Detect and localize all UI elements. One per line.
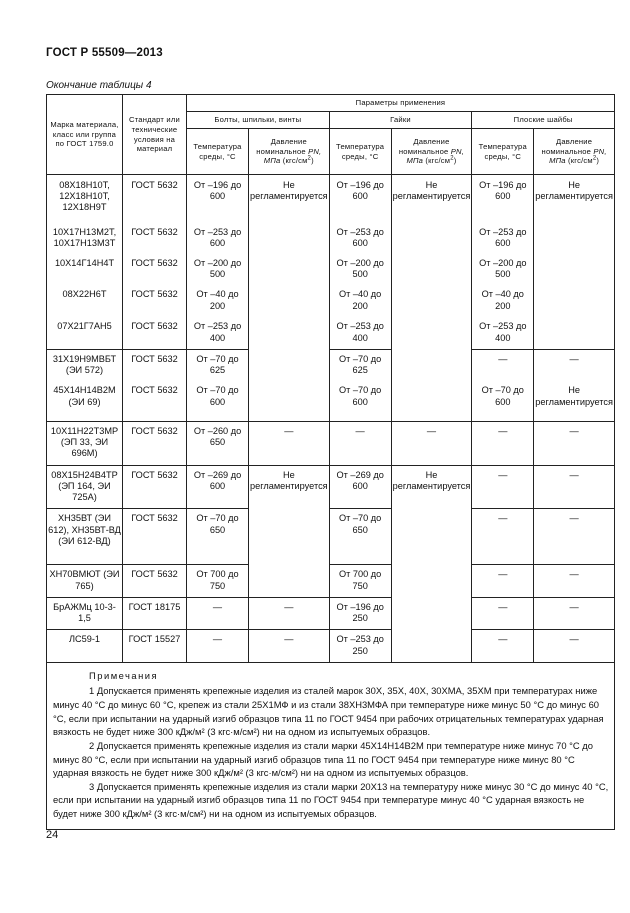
cell-nut-temp: —	[329, 421, 391, 465]
cell-standard: ГОСТ 15527	[123, 630, 187, 662]
table-row	[47, 175, 615, 223]
header-washers-temp: Температура среды, °С	[472, 129, 534, 175]
table-row	[47, 223, 615, 254]
cell-standard: ГОСТ 5632	[123, 223, 187, 254]
table-row	[47, 285, 615, 317]
table-row	[47, 597, 615, 629]
cell-bolt-pressure: —	[249, 597, 330, 629]
cell-nut-temp: От –70 до 650	[329, 509, 391, 565]
header-nuts: Гайки	[329, 112, 472, 129]
cell-washer-pressure: —	[534, 349, 615, 381]
table-row	[47, 254, 615, 285]
cell-washer-pressure: —	[534, 630, 615, 662]
materials-table	[46, 94, 615, 830]
cell-bolt-temp: —	[187, 630, 249, 662]
cell-bolt-temp: От –70 до 600	[187, 381, 249, 421]
note-2: 2 Допускается применять крепежные изделия из стали марки 45Х14Н14В2М при температуре ниже минус 70 °С до минус 80 °С, если при испытании на ударный изгиб образцов типа 11 по ГОСТ 9454 при температуре ниже минус 80 °С ударная вязкость не будет ниже 300 кДж/м² (3 кгс·м/см²) ни на одном из испытуемых образцов.	[53, 739, 593, 779]
cell-bolt-pressure: Не регламентируется	[249, 465, 330, 597]
cell-standard: ГОСТ 5632	[123, 381, 187, 421]
cell-washer-temp: —	[472, 465, 534, 509]
cell-bolt-pressure: Не регламентируется	[249, 175, 330, 422]
cell-bolt-pressure: —	[249, 630, 330, 662]
cell-grade: 08Х15Н24В4ТР (ЭП 164, ЭИ 725А)	[47, 465, 123, 509]
cell-washer-pressure: —	[534, 465, 615, 509]
cell-nut-temp: От –196 до 250	[329, 597, 391, 629]
cell-washer-temp: —	[472, 630, 534, 662]
cell-nut-temp: От –253 до 600	[329, 223, 391, 254]
cell-grade: БрАЖМц 10-3-1,5	[47, 597, 123, 629]
cell-standard: ГОСТ 5632	[123, 565, 187, 597]
cell-washer-pressure: —	[534, 509, 615, 565]
table-caption: Окончание таблицы 4	[46, 80, 152, 91]
header-nuts-pressure: Давление номинальное PN, МПа $(кгс/см^2)$	[391, 129, 472, 175]
header-washers-pressure: Давление номинальное PN, МПа $(кгс/см^2)$	[534, 129, 615, 175]
cell-washer-temp: От –70 до 600	[472, 381, 534, 421]
cell-standard: ГОСТ 5632	[123, 509, 187, 565]
cell-washer-temp: —	[472, 509, 534, 565]
header-bolts: Болты, шпильки, винты	[187, 112, 330, 129]
header-bolts-temp: Температура среды, °С	[187, 129, 249, 175]
cell-grade: 08Х18Н10Т, 12Х18Н10Т, 12Х18Н9Т	[47, 175, 123, 223]
cell-grade: 31Х19Н9МВБТ (ЭИ 572)	[47, 349, 123, 381]
page-number: 24	[46, 829, 59, 841]
cell-grade: ЛС59-1	[47, 630, 123, 662]
cell-nut-temp: От –70 до 600	[329, 381, 391, 421]
cell-washer-pressure: —	[534, 597, 615, 629]
cell-washer-temp: От –40 до 200	[472, 285, 534, 317]
cell-nut-temp: От –196 до 600	[329, 175, 391, 223]
cell-grade: 10Х17Н13М2Т, 10Х17Н13М3Т	[47, 223, 123, 254]
cell-grade: 45Х14Н14В2М (ЭИ 69)	[47, 381, 123, 421]
note-1: 1 Допускается применять крепежные изделия из сталей марок 30Х, 35Х, 40Х, 30ХМА, 35ХМ при температурах ниже минус 40 °С до минус 60 °С, крепеж из стали 25Х1МФ и из стали 38ХН3МФА при температуре ниже минус 50 °С до минус 60 °С, если при испытании на ударный изгиб образцов типа 11 по ГОСТ 9454 при рабочих отрицательных температурах ударная вязкость не будет ниже 300 кДж/м² (3 кгс·м/см²) ни на одном из испытуемых образцов.	[53, 685, 604, 738]
header-nuts-temp: Температура среды, °С	[329, 129, 391, 175]
cell-washer-temp: —	[472, 565, 534, 597]
table-row	[47, 465, 615, 509]
cell-washer-pressure: Не регламентируется	[534, 175, 615, 350]
cell-bolt-temp: От –70 до 650	[187, 509, 249, 565]
header-parameters: Параметры применения	[187, 95, 615, 112]
cell-washer-temp: От –253 до 600	[472, 223, 534, 254]
cell-standard: ГОСТ 5632	[123, 349, 187, 381]
table-row	[47, 349, 615, 381]
cell-standard: ГОСТ 5632	[123, 254, 187, 285]
cell-washer-temp: —	[472, 597, 534, 629]
cell-nut-temp: От –40 до 200	[329, 285, 391, 317]
cell-nut-temp: От –253 до 250	[329, 630, 391, 662]
header-grade: Марка материала, класс или группа по ГОСТ 1759.0	[47, 95, 123, 175]
cell-nut-temp: От 700 до 750	[329, 565, 391, 597]
cell-nut-temp: От –200 до 500	[329, 254, 391, 285]
cell-washer-pressure: —	[534, 421, 615, 465]
cell-grade: 10Х11Н22Т3МР (ЭП 33, ЭИ 696М)	[47, 421, 123, 465]
cell-bolt-temp: От –200 до 500	[187, 254, 249, 285]
cell-bolt-pressure: —	[249, 421, 330, 465]
cell-washer-pressure: Не регламентируется	[534, 381, 615, 421]
cell-nut-pressure: —	[391, 421, 472, 465]
cell-washer-temp: От –253 до 400	[472, 317, 534, 349]
table-row	[47, 317, 615, 349]
cell-grade: 08Х22Н6Т	[47, 285, 123, 317]
header-bolts-pressure: Давление номинальное PN, МПа $(кгс/см^2)$	[249, 129, 330, 175]
table-row	[47, 565, 615, 597]
table-row	[47, 509, 615, 565]
header-standard: Стандарт или технические условия на материал	[123, 95, 187, 175]
header-washers: Плоские шайбы	[472, 112, 615, 129]
cell-grade: 07Х21Г7АН5	[47, 317, 123, 349]
cell-washer-temp: —	[472, 421, 534, 465]
cell-standard: ГОСТ 5632	[123, 465, 187, 509]
cell-washer-temp: —	[472, 349, 534, 381]
cell-washer-temp: От –200 до 500	[472, 254, 534, 285]
cell-grade: ХН35ВТ (ЭИ 612), ХН35ВТ-ВД (ЭИ 612-ВД)	[47, 509, 123, 565]
table-row	[47, 421, 615, 465]
cell-washer-pressure: —	[534, 565, 615, 597]
note-3: 3 Допускается применять крепежные изделия из стали марки 20Х13 на температуру ниже минус 30 °С до минус 40 °С, если при испытании на ударный изгиб образцов типа 11 по ГОСТ 9454 при температуре минус 40 °С ударная вязкость не будет ниже 300 кДж/м² (3 кгс·м/см²) ни на одном из испытуемых образцов.	[53, 780, 609, 820]
cell-grade: 10Х14Г14Н4Т	[47, 254, 123, 285]
cell-bolt-temp: От –269 до 600	[187, 465, 249, 509]
cell-bolt-temp: От –40 до 200	[187, 285, 249, 317]
cell-standard: ГОСТ 5632	[123, 317, 187, 349]
cell-standard: ГОСТ 5632	[123, 285, 187, 317]
cell-nut-temp: От –253 до 400	[329, 317, 391, 349]
cell-bolt-temp: От –196 до 600	[187, 175, 249, 223]
cell-nut-pressure: Не регламентируется	[391, 465, 472, 662]
cell-bolt-temp: От –253 до 600	[187, 223, 249, 254]
cell-nut-temp: От –269 до 600	[329, 465, 391, 509]
cell-nut-temp: От –70 до 625	[329, 349, 391, 381]
notes-title: Примечания	[89, 669, 159, 681]
cell-bolt-temp: От 700 до 750	[187, 565, 249, 597]
document-code: ГОСТ Р 55509—2013	[46, 47, 163, 59]
cell-bolt-temp: От –260 до 650	[187, 421, 249, 465]
cell-nut-pressure: Не регламентируется	[391, 175, 472, 422]
cell-washer-temp: От –196 до 600	[472, 175, 534, 223]
cell-bolt-temp: —	[187, 597, 249, 629]
cell-bolt-temp: От –253 до 400	[187, 317, 249, 349]
cell-standard: ГОСТ 18175	[123, 597, 187, 629]
materials-table-wrapper	[46, 94, 615, 830]
cell-grade: ХН70ВМЮТ (ЭИ 765)	[47, 565, 123, 597]
cell-bolt-temp: От –70 до 625	[187, 349, 249, 381]
cell-standard: ГОСТ 5632	[123, 175, 187, 223]
table-row	[47, 630, 615, 662]
table-row	[47, 381, 615, 421]
cell-standard: ГОСТ 5632	[123, 421, 187, 465]
table-notes	[47, 662, 615, 829]
